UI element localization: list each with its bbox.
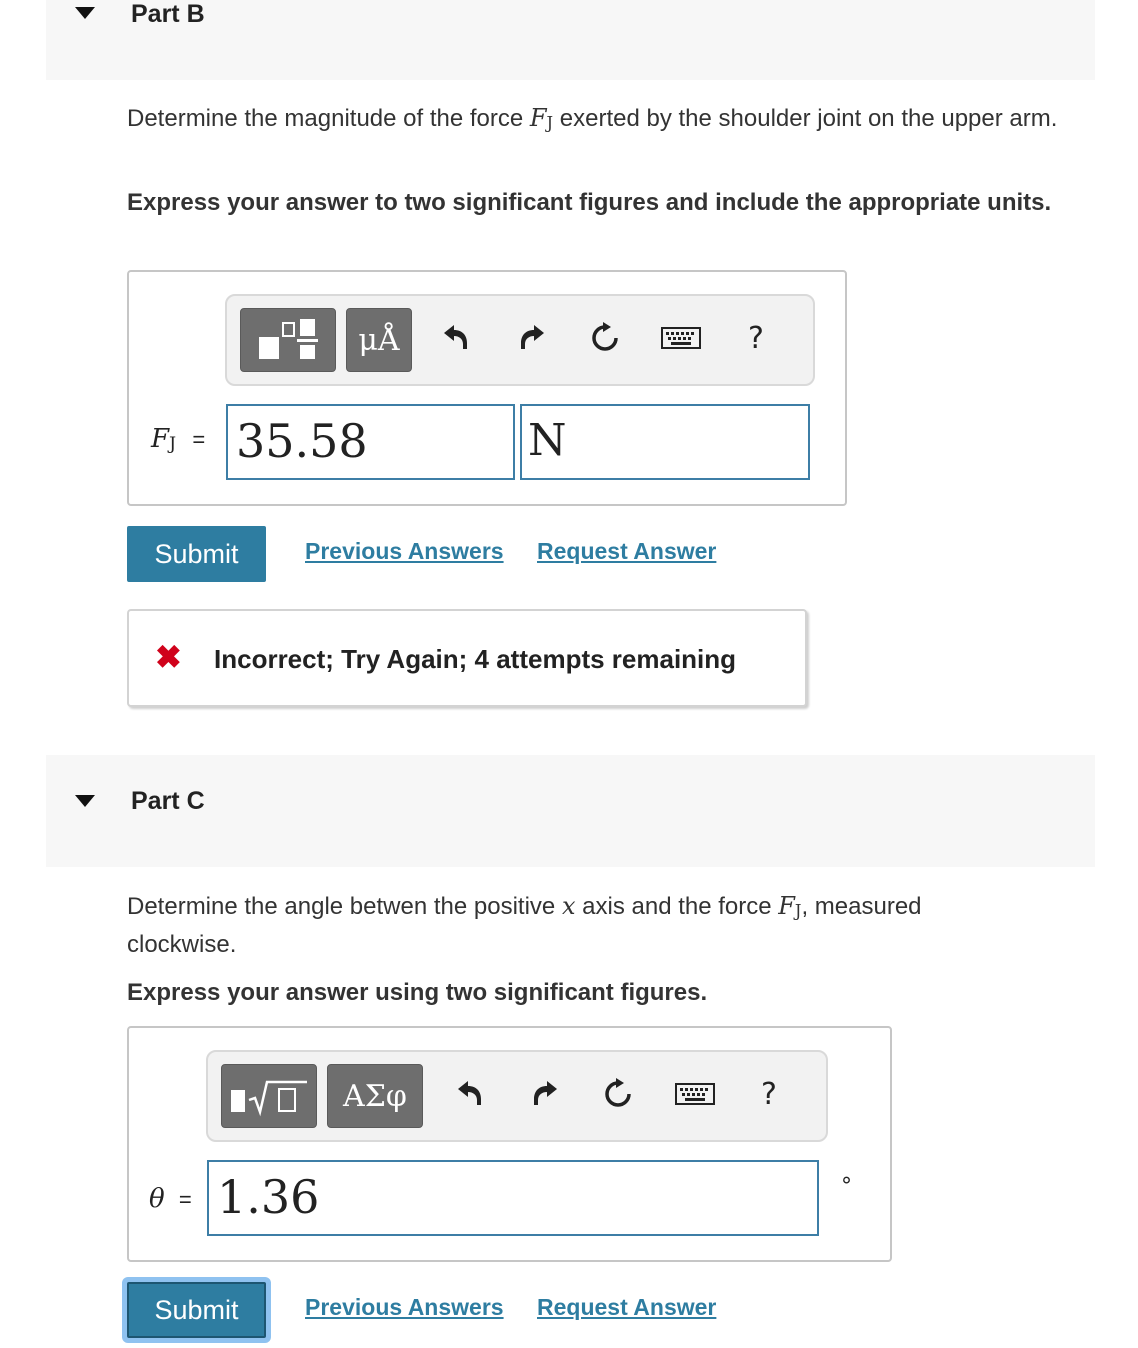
part-c-toolbar — [206, 1050, 828, 1142]
redo-icon — [531, 1079, 561, 1109]
reset-button[interactable] — [598, 1072, 638, 1116]
answer-units-input[interactable]: N — [520, 404, 810, 480]
redo-icon — [518, 323, 548, 353]
keyboard-button[interactable] — [673, 1072, 717, 1116]
caret-down-icon[interactable] — [75, 795, 95, 807]
part-b-instruction: Express your answer to two significant figures and include the appropriate units. — [127, 189, 1052, 216]
greek-letters-button[interactable]: ΑΣφ — [327, 1064, 423, 1128]
part-b-question: Determine the magnitude of the force FJ exerted by the shoulder joint on the upper arm. — [127, 104, 1058, 133]
part-b-answer-box — [127, 270, 847, 506]
units-button[interactable]: μÅ — [346, 308, 412, 372]
undo-icon — [454, 1079, 484, 1109]
feedback-text: Incorrect; Try Again; 4 attempts remaining — [214, 644, 737, 674]
part-c-lhs: θ = — [149, 1184, 192, 1214]
templates-icon — [253, 315, 323, 365]
templates-button[interactable] — [240, 308, 336, 372]
axis-symbol: x — [561, 892, 576, 920]
redo-button[interactable] — [526, 1072, 566, 1116]
previous-answers-link[interactable]: Previous Answers — [305, 1294, 504, 1320]
keyboard-icon — [661, 327, 701, 349]
undo-icon — [440, 323, 470, 353]
part-b-lhs: FJ = — [151, 424, 206, 455]
request-answer-link[interactable]: Request Answer — [537, 538, 717, 564]
answer-value-input[interactable]: 35.58 — [226, 404, 515, 480]
reset-icon — [602, 1078, 634, 1110]
error-x-icon: ✖ — [155, 639, 182, 675]
help-button[interactable]: ? — [761, 1076, 777, 1112]
force-symbol: FJ — [778, 892, 802, 921]
help-button[interactable]: ? — [748, 320, 764, 356]
part-b-toolbar — [225, 294, 815, 386]
force-symbol: FJ — [529, 104, 554, 133]
part-b-title: Part B — [131, 0, 205, 28]
angle-value-input[interactable]: 1.36 — [207, 1160, 819, 1236]
sqrt-template-button[interactable] — [221, 1064, 317, 1128]
part-c-title: Part C — [131, 787, 205, 815]
degree-unit: ° — [841, 1174, 852, 1199]
redo-button[interactable] — [513, 316, 553, 360]
undo-button[interactable] — [435, 316, 475, 360]
reset-icon — [589, 322, 621, 354]
submit-button[interactable]: Submit — [127, 1282, 266, 1338]
part-c-instruction: Express your answer using two significant figures. — [127, 979, 708, 1006]
part-c-answer-box — [127, 1026, 892, 1262]
sqrt-template-icon — [227, 1074, 311, 1118]
caret-down-icon[interactable] — [75, 7, 95, 19]
previous-answers-link[interactable]: Previous Answers — [305, 538, 504, 564]
reset-button[interactable] — [585, 316, 625, 360]
undo-button[interactable] — [449, 1072, 489, 1116]
submit-button[interactable]: Submit — [127, 526, 266, 582]
keyboard-button[interactable] — [659, 316, 703, 360]
request-answer-link[interactable]: Request Answer — [537, 1294, 717, 1320]
feedback-box — [127, 609, 807, 707]
keyboard-icon — [675, 1083, 715, 1105]
part-c-question: Determine the angle betwen the positive x axis and the force FJ, measured clockwise. — [127, 892, 922, 959]
